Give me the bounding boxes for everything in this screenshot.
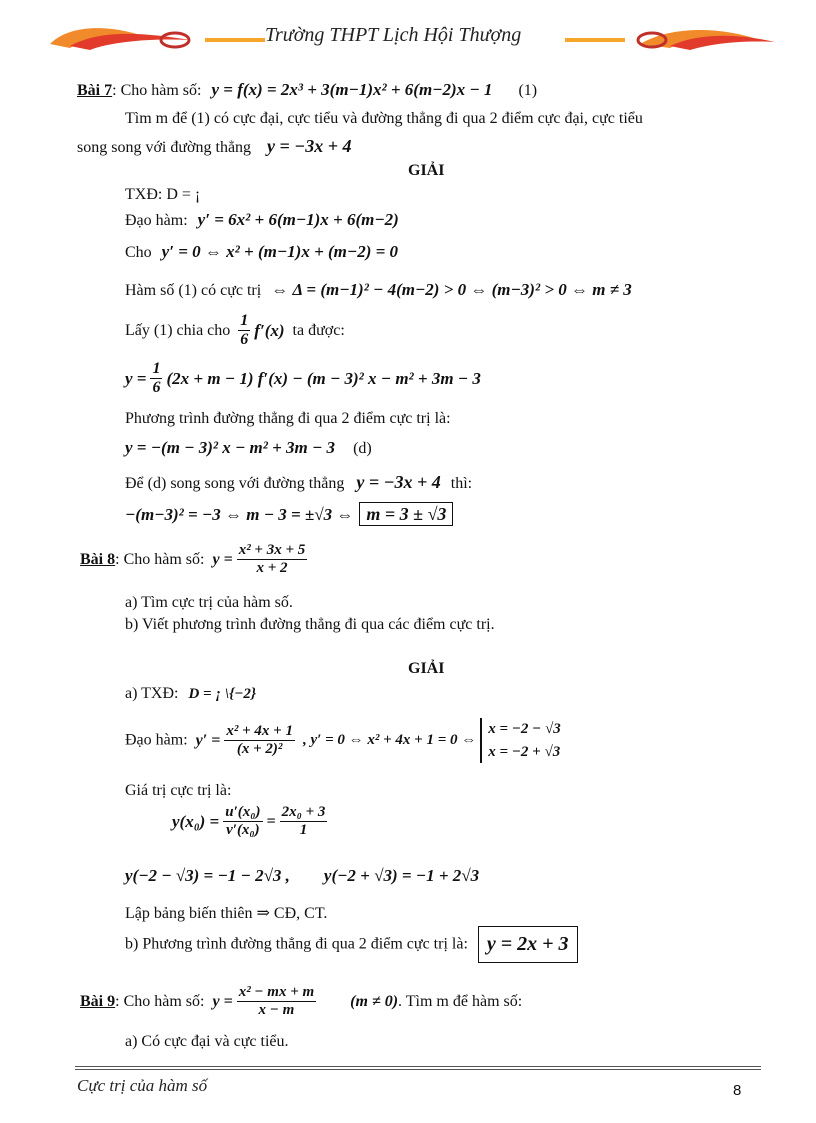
b8-root2: x = −2 + √3 [488,743,561,760]
b8-gt-num2: 2x₀ + 3 [280,804,328,822]
b7-task-line1: Tìm m để (1) có cực đại, cực tiểu và đường thẳng đi qua 2 điểm cực đại, cực tiểu [125,110,643,127]
b7-dao-expr: y′ = 6x² + 6(m−1)x + 6(m−2) [197,210,399,229]
b8-line-result [125,926,578,963]
b8-dao-fraction [224,723,295,759]
b8-heading [80,542,307,578]
page-number: 8 [733,1082,742,1099]
footer-title: Cực trị của hàm số [77,1076,208,1095]
b7-result [125,504,453,525]
b8-intro: : Cho hàm số: [115,550,205,568]
b8-dao-num: x² + 4x + 1 [224,723,295,741]
b8-roots [480,718,560,763]
b7-y-rhs: (2x + m − 1) f′(x) − (m − 3)² x − m² + 3m − 3 [166,368,481,388]
b8-val2: y(−2 + √3) = −1 + 2√3 [323,866,480,885]
b7-cho-label: Cho [125,244,152,261]
b7-parallel [125,472,472,493]
b8-num: x² + 3x + 5 [237,542,308,560]
b7-cho-expr: y′ = 0 ⇔ x² + (m−1)x + (m−2) = 0 [161,242,399,261]
b7-result-expr: −(m−3)² = −3 ⇔ m − 3 = ±√3 ⇔ [125,505,354,524]
b7-target-line: y = −3x + 4 [267,136,352,156]
b7-intro: : Cho hàm số: [112,82,202,99]
b8-solution-title: GIẢI [408,660,445,677]
b7-y-den: 6 [152,379,161,397]
b7-condition [125,280,632,300]
b9-tail: . Tìm m để hàm số: [398,992,523,1010]
b7-division [125,312,345,350]
b8-val1: y(−2 − √3) = −1 − 2√3 , [125,866,290,885]
b8-gt-eq: = [266,812,276,830]
b7-pt-tag: (d) [353,440,372,457]
b8-gt-lhs: y(x₀) = [172,811,220,831]
b7-task2-text: song song với đường thẳng [77,139,252,156]
b8-gt-label: Giá trị cực trị là: [125,782,232,799]
b8-dao-mid: , y′ = 0 ⇔ x² + 4x + 1 = 0 ⇔ [302,732,477,748]
b9-label: Bài 9 [80,992,116,1010]
b7-cuctri-expr: ⇔ Δ = (m−1)² − 4(m−2) > 0 ⇔ (m−3)² > 0 ⇔ m ≠ 3 [271,280,632,299]
b8-dao-lhs: y′ = [195,731,221,749]
b9-den: x − m [258,1002,295,1019]
b8-label: Bài 8 [80,550,116,568]
b9-y-lhs: y = [212,992,233,1010]
b8-root1: x = −2 − √3 [488,721,561,737]
b7-domain: TXĐ: D = ¡ [125,186,201,203]
b8-gt-num1: u′(x₀) [223,804,262,822]
b7-heading [77,80,537,100]
b7-pt-expr: y = −(m − 3)² x − m² + 3m − 3 [125,438,336,457]
b7-de-tail: thì: [450,475,473,492]
b7-eq-number: (1) [518,82,538,99]
b9-cond: (m ≠ 0) [350,992,399,1010]
b7-cuctri-label: Hàm số (1) có cực trị [125,282,262,299]
footer-rule [75,1066,761,1070]
b7-de-line: y = −3x + 4 [356,472,441,492]
b7-pt-line [125,438,372,458]
b8-b-box: y = 2x + 3 [478,926,578,963]
b8-gt-formula [172,804,327,840]
b7-y-num: 1 [150,360,162,379]
b8-gt-den2: 1 [299,822,308,839]
b9-part-a: a) Có cực đại và cực tiểu. [125,1033,289,1050]
b8-derivative [125,718,561,776]
b8-dao-label: Đạo hàm: [125,731,188,749]
b7-label: Bài 7 [77,82,113,99]
b8-txd-label: a) TXĐ: [125,685,179,702]
b7-solution-title: GIẢI [408,162,445,179]
b8-b-label: b) Phương trình đường thẳng đi qua 2 điểm cực trị là: [125,935,468,953]
b7-lay-num: 1 [238,312,250,331]
b7-function: y = f(x) = 2x³ + 3(m−1)x² + 6(m−2)x − 1 [211,80,493,99]
b8-part-a: a) Tìm cực trị của hàm số. [125,594,293,611]
b7-lay-den: 6 [240,331,249,349]
b8-fraction [237,542,308,578]
b7-derivative [125,210,399,230]
b8-gt-den1: v′(x₀) [226,822,260,839]
b8-part-b: b) Viết phương trình đường thẳng đi qua các điểm cực trị. [125,616,495,633]
b7-y-lhs: y = [125,368,147,388]
b9-num: x² − mx + m [237,984,316,1002]
b7-task-line2 [77,136,351,157]
b7-result-box: m = 3 ± √3 [359,502,453,526]
b8-bbt: Lập bảng biến thiên ⇒ CĐ, CT. [125,905,328,922]
header-banner [40,18,780,58]
b8-y-lhs: y = [212,550,233,568]
b7-y-fraction [150,360,162,398]
b7-de-label: Để (d) song song với đường thẳng [125,475,345,492]
b8-den: x + 2 [256,560,288,577]
school-name: Trường THPT Lịch Hội Thượng [265,24,522,46]
b8-dao-den: (x + 2)² [236,741,283,757]
b9-fraction [237,984,316,1020]
b7-lay-label: Lấy (1) chia cho [125,321,231,339]
b7-critical [125,242,398,262]
b8-gt-frac1 [223,804,262,840]
b9-intro: : Cho hàm số: [115,992,205,1010]
b7-lay-tail: ta được: [292,321,345,339]
b8-txd-expr: D = ¡ \{−2} [188,686,257,702]
b8-values [125,866,479,886]
b7-lay-fx: f′(x) [254,320,285,340]
b7-lay-fraction [238,312,250,350]
b8-gt-frac2 [280,804,328,840]
b9-heading [80,984,522,1020]
b7-pt-label: Phương trình đường thẳng đi qua 2 điểm cực trị là: [125,410,451,427]
b7-dao-label: Đạo hàm: [125,212,188,229]
b7-quotient [125,360,481,398]
b8-domain [125,685,256,703]
